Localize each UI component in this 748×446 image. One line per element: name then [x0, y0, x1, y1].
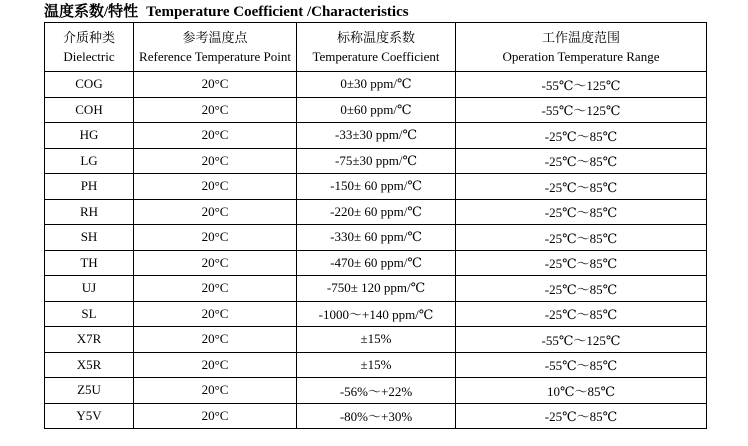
column-header-en: Reference Temperature Point [139, 49, 291, 64]
column-header-zh: 标称温度系数 [336, 30, 415, 45]
cell-temperature-coefficient: -56%～+22% [297, 378, 456, 404]
cell-reference-temperature: 20°C [134, 199, 297, 225]
column-header-zh: 参考温度点 [182, 30, 248, 45]
temperature-coefficient-table [44, 22, 707, 429]
table-row [45, 225, 707, 251]
cell-temperature-coefficient: -220± 60 ppm/℃ [297, 199, 456, 225]
cell-dielectric: COH [45, 97, 134, 123]
column-header-zh: 工作温度范围 [541, 30, 620, 45]
cell-dielectric: PH [45, 174, 134, 200]
cell-operation-range: -25℃～85℃ [456, 225, 707, 251]
cell-dielectric: COG [45, 72, 134, 98]
cell-operation-range: -25℃～85℃ [456, 250, 707, 276]
cell-dielectric: HG [45, 123, 134, 149]
cell-reference-temperature: 20°C [134, 72, 297, 98]
table-header-row [45, 23, 707, 72]
table-row [45, 352, 707, 378]
cell-reference-temperature: 20°C [134, 97, 297, 123]
cell-temperature-coefficient: 0±60 ppm/℃ [297, 97, 456, 123]
cell-dielectric: Y5V [45, 403, 134, 429]
cell-temperature-coefficient: 0±30 ppm/℃ [297, 72, 456, 98]
cell-dielectric: SL [45, 301, 134, 327]
cell-dielectric: UJ [45, 276, 134, 302]
cell-reference-temperature: 20°C [134, 327, 297, 353]
column-header-temperature-coefficient [297, 23, 456, 72]
table-row [45, 327, 707, 353]
cell-operation-range: -55℃～125℃ [456, 97, 707, 123]
cell-temperature-coefficient: -470± 60 ppm/℃ [297, 250, 456, 276]
column-header-zh: 介质种类 [62, 30, 115, 45]
column-header-operation-temperature-range [456, 23, 707, 72]
table-row [45, 72, 707, 98]
cell-operation-range: -25℃～85℃ [456, 199, 707, 225]
table-row [45, 301, 707, 327]
cell-operation-range: 10℃～85℃ [456, 378, 707, 404]
cell-temperature-coefficient: -150± 60 ppm/℃ [297, 174, 456, 200]
cell-operation-range: -55℃～125℃ [456, 327, 707, 353]
cell-operation-range: -25℃～85℃ [456, 148, 707, 174]
table-row [45, 250, 707, 276]
column-header-en: Operation Temperature Range [502, 49, 660, 64]
table-row [45, 199, 707, 225]
cell-temperature-coefficient: -80%～+30% [297, 403, 456, 429]
column-header-reference-temperature [134, 23, 297, 72]
cell-reference-temperature: 20°C [134, 250, 297, 276]
cell-reference-temperature: 20°C [134, 378, 297, 404]
cell-reference-temperature: 20°C [134, 225, 297, 251]
cell-dielectric: X7R [45, 327, 134, 353]
cell-reference-temperature: 20°C [134, 276, 297, 302]
cell-reference-temperature: 20°C [134, 123, 297, 149]
cell-reference-temperature: 20°C [134, 352, 297, 378]
cell-operation-range: -25℃～85℃ [456, 123, 707, 149]
page-title [44, 3, 409, 21]
cell-operation-range: -25℃～85℃ [456, 301, 707, 327]
cell-dielectric: LG [45, 148, 134, 174]
cell-operation-range: -25℃～85℃ [456, 174, 707, 200]
table-row [45, 276, 707, 302]
cell-reference-temperature: 20°C [134, 174, 297, 200]
cell-temperature-coefficient: -33±30 ppm/℃ [297, 123, 456, 149]
cell-reference-temperature: 20°C [134, 403, 297, 429]
cell-temperature-coefficient: ±15% [297, 327, 456, 353]
table-row [45, 174, 707, 200]
cell-dielectric: Z5U [45, 378, 134, 404]
title-zh: 温度系数/特性 [44, 4, 139, 20]
cell-operation-range: -25℃～85℃ [456, 403, 707, 429]
column-header-dielectric [45, 23, 134, 72]
cell-dielectric: RH [45, 199, 134, 225]
cell-reference-temperature: 20°C [134, 301, 297, 327]
cell-temperature-coefficient: -330± 60 ppm/℃ [297, 225, 456, 251]
table-row [45, 97, 707, 123]
cell-temperature-coefficient: -1000～+140 ppm/℃ [297, 301, 456, 327]
column-header-en: Dielectric [63, 49, 115, 64]
table-row [45, 378, 707, 404]
table-row [45, 148, 707, 174]
cell-temperature-coefficient: -75±30 ppm/℃ [297, 148, 456, 174]
cell-dielectric: X5R [45, 352, 134, 378]
cell-operation-range: -55℃～85℃ [456, 352, 707, 378]
column-header-en: Temperature Coefficient [312, 49, 440, 64]
cell-temperature-coefficient: -750± 120 ppm/℃ [297, 276, 456, 302]
cell-dielectric: SH [45, 225, 134, 251]
cell-operation-range: -55℃～125℃ [456, 72, 707, 98]
cell-operation-range: -25℃～85℃ [456, 276, 707, 302]
cell-temperature-coefficient: ±15% [297, 352, 456, 378]
table-row [45, 403, 707, 429]
cell-reference-temperature: 20°C [134, 148, 297, 174]
cell-dielectric: TH [45, 250, 134, 276]
table-row [45, 123, 707, 149]
title-en: Temperature Coefficient /Characteristics [146, 4, 409, 20]
